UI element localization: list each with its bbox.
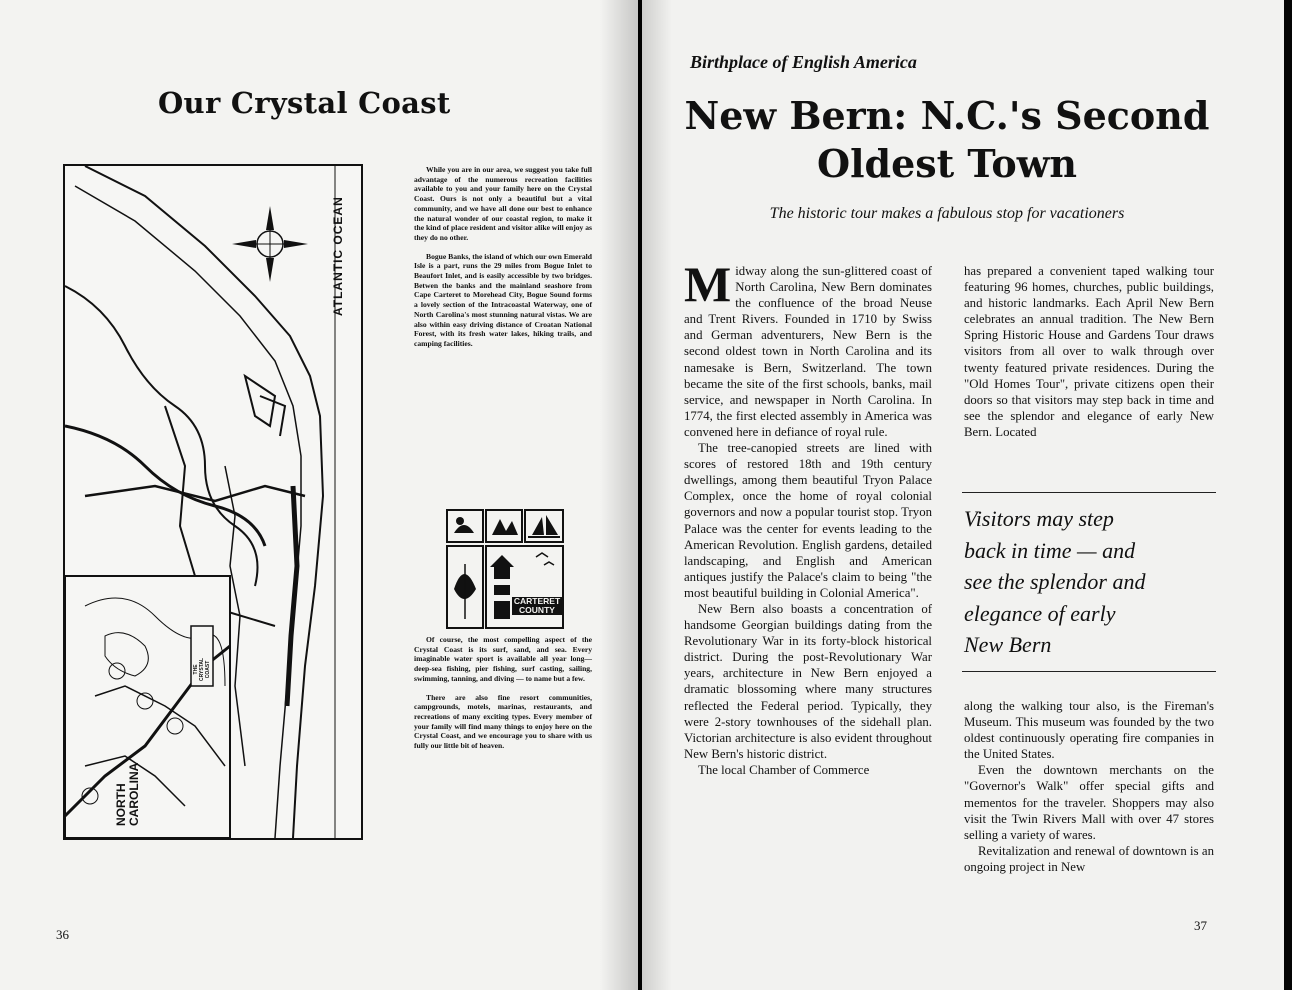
left-paragraph: Of course, the most compelling aspect of the Crystal Coast is its surf, sand, and sea. Every imaginable water sport is available all year long— deep-sea fishing, pier fishing, surf casting, sailing, swimming, tanning, and diving — to name but a few. bbox=[414, 635, 592, 683]
page-title: Our Crystal Coast bbox=[158, 86, 451, 120]
left-paragraph: While you are in our area, we suggest you take full advantage of the numerous recreation facilities available to you and your family here on the Crystal Coast. Ours is not only a beautiful but a vital community, and we have all done our best to enhance the natural wonder of our coastal region, to make it the kind of place resident and visitor alike will enjoy as they do no other. bbox=[414, 165, 592, 242]
body-paragraph: Even the downtown merchants on the "Governor's Walk" offer special gifts and mementos for the traveler. Shoppers may also visit the Twin Rivers Mall with over 47 stores selling a variety of wares. bbox=[964, 763, 1214, 842]
article-title-line-1: New Bern: N.C.'s Second bbox=[684, 93, 1210, 138]
kicker: Birthplace of English America bbox=[690, 52, 917, 72]
pull-quote-line: back in time — and bbox=[964, 537, 1136, 563]
pull-quote bbox=[962, 492, 1216, 672]
left-text-top bbox=[414, 165, 592, 358]
state-label-line-1: NORTH bbox=[114, 783, 128, 826]
pull-quote-line: elegance of early bbox=[964, 600, 1116, 626]
column-b-bottom bbox=[964, 698, 1214, 875]
article-title bbox=[672, 92, 1222, 188]
logo-text bbox=[512, 597, 562, 615]
first-paragraph-text: idway along the sun-glittered coast of North Carolina, New Bern dominates the confluence of the broad Neuse and Trent Rivers. Founded in 1710 by Swiss and German adventurers, New Bern is the second oldest town in North Carolina and its namesake is Bern, Switzerland. The town became the site of the first schools, banks, mail service, and newspaper in North Carolina. In 1774, the first elected assembly in America was convened here in defiance of royal rule. bbox=[684, 264, 932, 439]
left-text-bottom bbox=[414, 635, 592, 760]
inset-label-line-2: CRYSTAL bbox=[199, 657, 205, 681]
column-a bbox=[684, 256, 932, 778]
pull-quote-line: New Bern bbox=[964, 632, 1052, 657]
page-number-left: 36 bbox=[56, 927, 69, 942]
right-page bbox=[642, 0, 1288, 990]
inset-label-line-1: THE bbox=[193, 664, 199, 675]
left-paragraph: There are also fine resort communities, campgrounds, motels, marinas, restaurants, and recreations of many exciting types. Every member of your family will find many things to enjoy here on the Crystal Coast, and we encourage you to share with us fully our little bit of heaven. bbox=[414, 692, 592, 751]
state-label bbox=[115, 763, 141, 826]
pull-quote-line: see the splendor and bbox=[964, 569, 1146, 594]
body-paragraph: has prepared a convenient taped walking tour featuring 96 homes, churches, public buildings, and historic landmarks. Each April New Bern celebrates an annual tradition. The New Bern Spring Historic House and Gardens Tour draws visitors from all over to walk through over twenty featured private residences. During the "Old Homes Tour", private citizens open their doors so that visitors may step back in time and see the splendor and elegance of early New Bern. Located bbox=[964, 264, 1214, 439]
inset-label bbox=[193, 658, 211, 681]
pull-quote-line: Visitors may step bbox=[964, 506, 1114, 531]
gutter-shadow bbox=[600, 0, 638, 990]
inset-label-line-3: COAST bbox=[205, 660, 211, 679]
map-drawing bbox=[65, 166, 361, 838]
crystal-coast-map bbox=[63, 164, 363, 840]
article-subtitle: The historic tour makes a fabulous stop for vacationers bbox=[769, 205, 1125, 222]
body-paragraph: New Bern also boasts a concentration of handsome Georgian buildings dating from the Revolutionary War in its forty-block historical district. During the post-Revolutionary War years, architecture in New Bern enjoyed a dramatic blossoming where many structures reflected the Federal period. Typically, they were 2-story townhouses of the sidehall plan. Victorian architecture is also evident throughout New Bern's historic district. bbox=[684, 601, 932, 761]
state-label-line-2: CAROLINA bbox=[127, 762, 141, 826]
article-title-line-2: Oldest Town bbox=[816, 141, 1078, 186]
logo-text-line-1: CARTERET bbox=[513, 596, 561, 606]
body-paragraph: The local Chamber of Commerce bbox=[698, 762, 870, 777]
carteret-county-logo bbox=[446, 509, 564, 629]
body-paragraph: Revitalization and renewal of downtown is an ongoing project in New bbox=[964, 843, 1214, 874]
logo-text-line-2: COUNTY bbox=[519, 605, 555, 615]
body-paragraph: The tree-canopied streets are lined with scores of restored 18th and 19th century dwellings, among them beautiful Tryon Palace Complex, once the home of royal colonial governors and now a popular tourist stop. Tryon Palace was the center for events leading to the American Revolution. English gardens, detailed landscaping, and English and American antiques justify the Palace's claim to being "the most beautiful building in Colonial America". bbox=[684, 441, 932, 600]
ocean-label: ATLANTIC OCEAN bbox=[331, 196, 345, 316]
scan-border bbox=[1284, 0, 1292, 990]
drop-cap: M bbox=[684, 256, 732, 312]
column-b-top bbox=[964, 263, 1214, 440]
left-paragraph: Bogue Banks, the island of which our own Emerald Isle is a part, runs the 29 miles from Bogue Inlet to Beaufort Inlet, and is easily accessible by two bridges. Betwen the banks and the mainland seashore from Cape Carteret to Morehead City, Bogue Sound forms a lovely section of the Intracoastal Waterway, one of North Carolina's most stunning natural vistas. We are also within easy driving distance of Croatan National Forest, with its fresh water lakes, hiking trails, and camping facilities. bbox=[414, 251, 592, 348]
body-paragraph: along the walking tour also, is the Fireman's Museum. This museum was founded by the two oldest continuously operating fire companies in the United States. bbox=[964, 699, 1214, 762]
body-paragraph bbox=[684, 256, 932, 440]
gutter-shadow bbox=[642, 0, 672, 990]
left-page bbox=[0, 0, 638, 990]
page-number-right: 37 bbox=[1194, 918, 1207, 933]
